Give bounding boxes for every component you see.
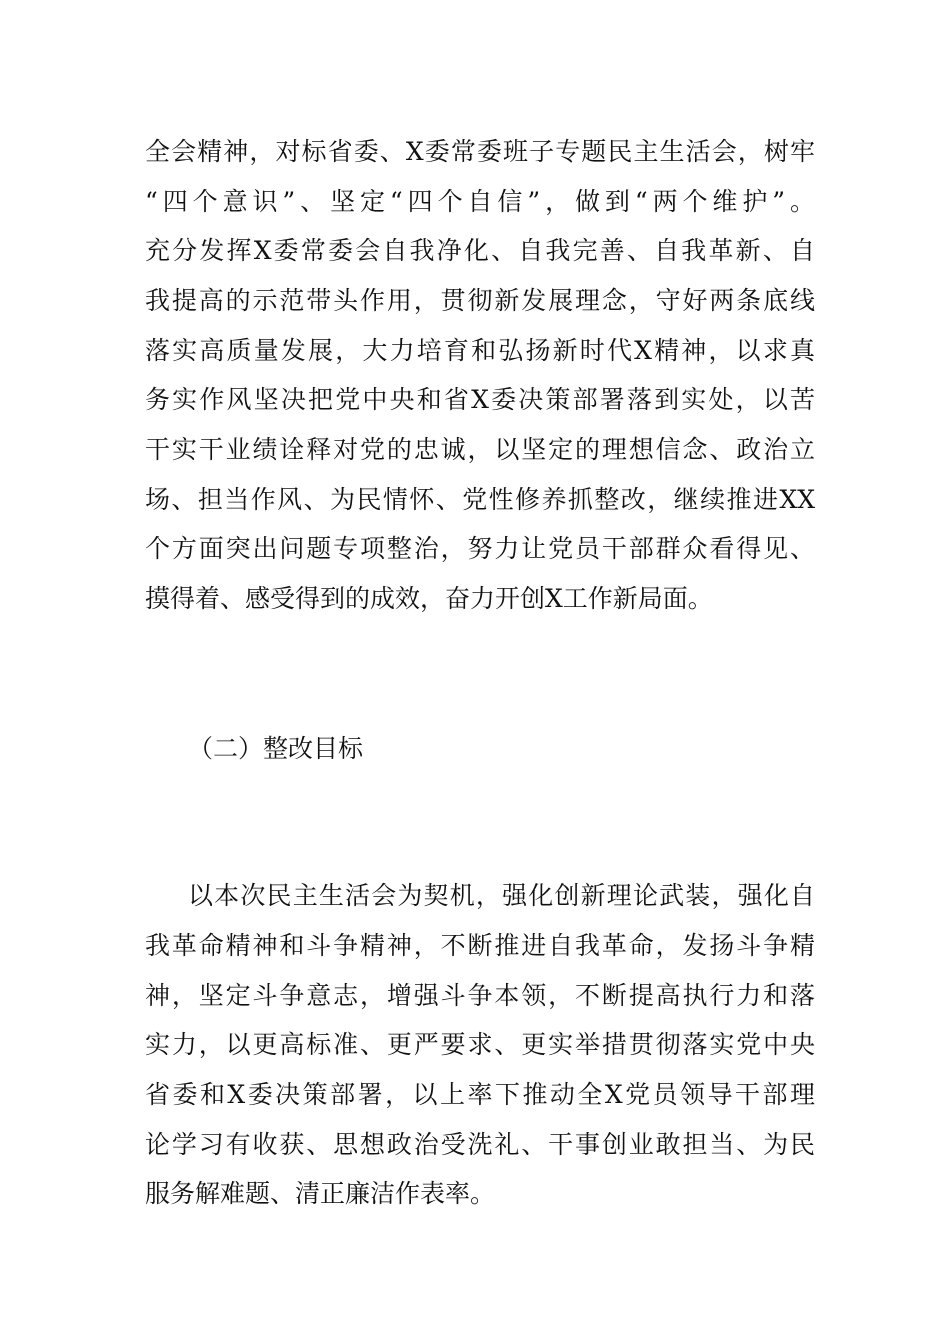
paragraph-line: 神，坚定斗争意志，增强斗争本领，不断提高执行力和落 (145, 981, 815, 1010)
paragraph-line: 场、担当作风、为民情怀、党性修养抓整改，继续推进XX (145, 485, 815, 514)
paragraph-line: 务实作风坚决把党中央和省X委决策部署落到实处，以苦 (145, 385, 815, 414)
paragraph-line: 全会精神，对标省委、X委常委班子专题民主生活会，树牢 (145, 137, 815, 166)
paragraph-line: 省委和X委决策部署，以上率下推动全X党员领导干部理 (145, 1080, 815, 1109)
paragraph-line: 落实高质量发展，大力培育和弘扬新时代X精神，以求真 (145, 336, 815, 365)
paragraph-line: 我提高的示范带头作用，贯彻新发展理念，守好两条底线 (145, 286, 815, 315)
section-heading: （二）整改目标 (188, 734, 364, 763)
paragraph-line: 以本次民主生活会为契机，强化创新理论武装，强化自 (188, 881, 815, 910)
paragraph-line: 实力，以更高标准、更严要求、更实举措贯彻落实党中央 (145, 1030, 815, 1059)
paragraph-line: 我革命精神和斗争精神，不断推进自我革命，发扬斗争精 (145, 931, 815, 960)
paragraph-line: 充分发挥X委常委会自我净化、自我完善、自我革新、自 (145, 236, 815, 265)
paragraph-line: 摸得着、感受得到的成效，奋力开创X工作新局面。 (145, 584, 713, 613)
paragraph-line: “四个意识”、坚定“四个自信”，做到“两个维护”。 (145, 187, 815, 216)
paragraph-line: 个方面突出问题专项整治，努力让党员干部群众看得见、 (145, 534, 815, 563)
paragraph-line: 干实干业绩诠释对党的忠诚，以坚定的理想信念、政治立 (145, 435, 815, 464)
paragraph-line: 服务解难题、清正廉洁作表率。 (145, 1179, 496, 1208)
paragraph-line: 论学习有收获、思想政治受洗礼、干事创业敢担当、为民 (145, 1130, 815, 1159)
